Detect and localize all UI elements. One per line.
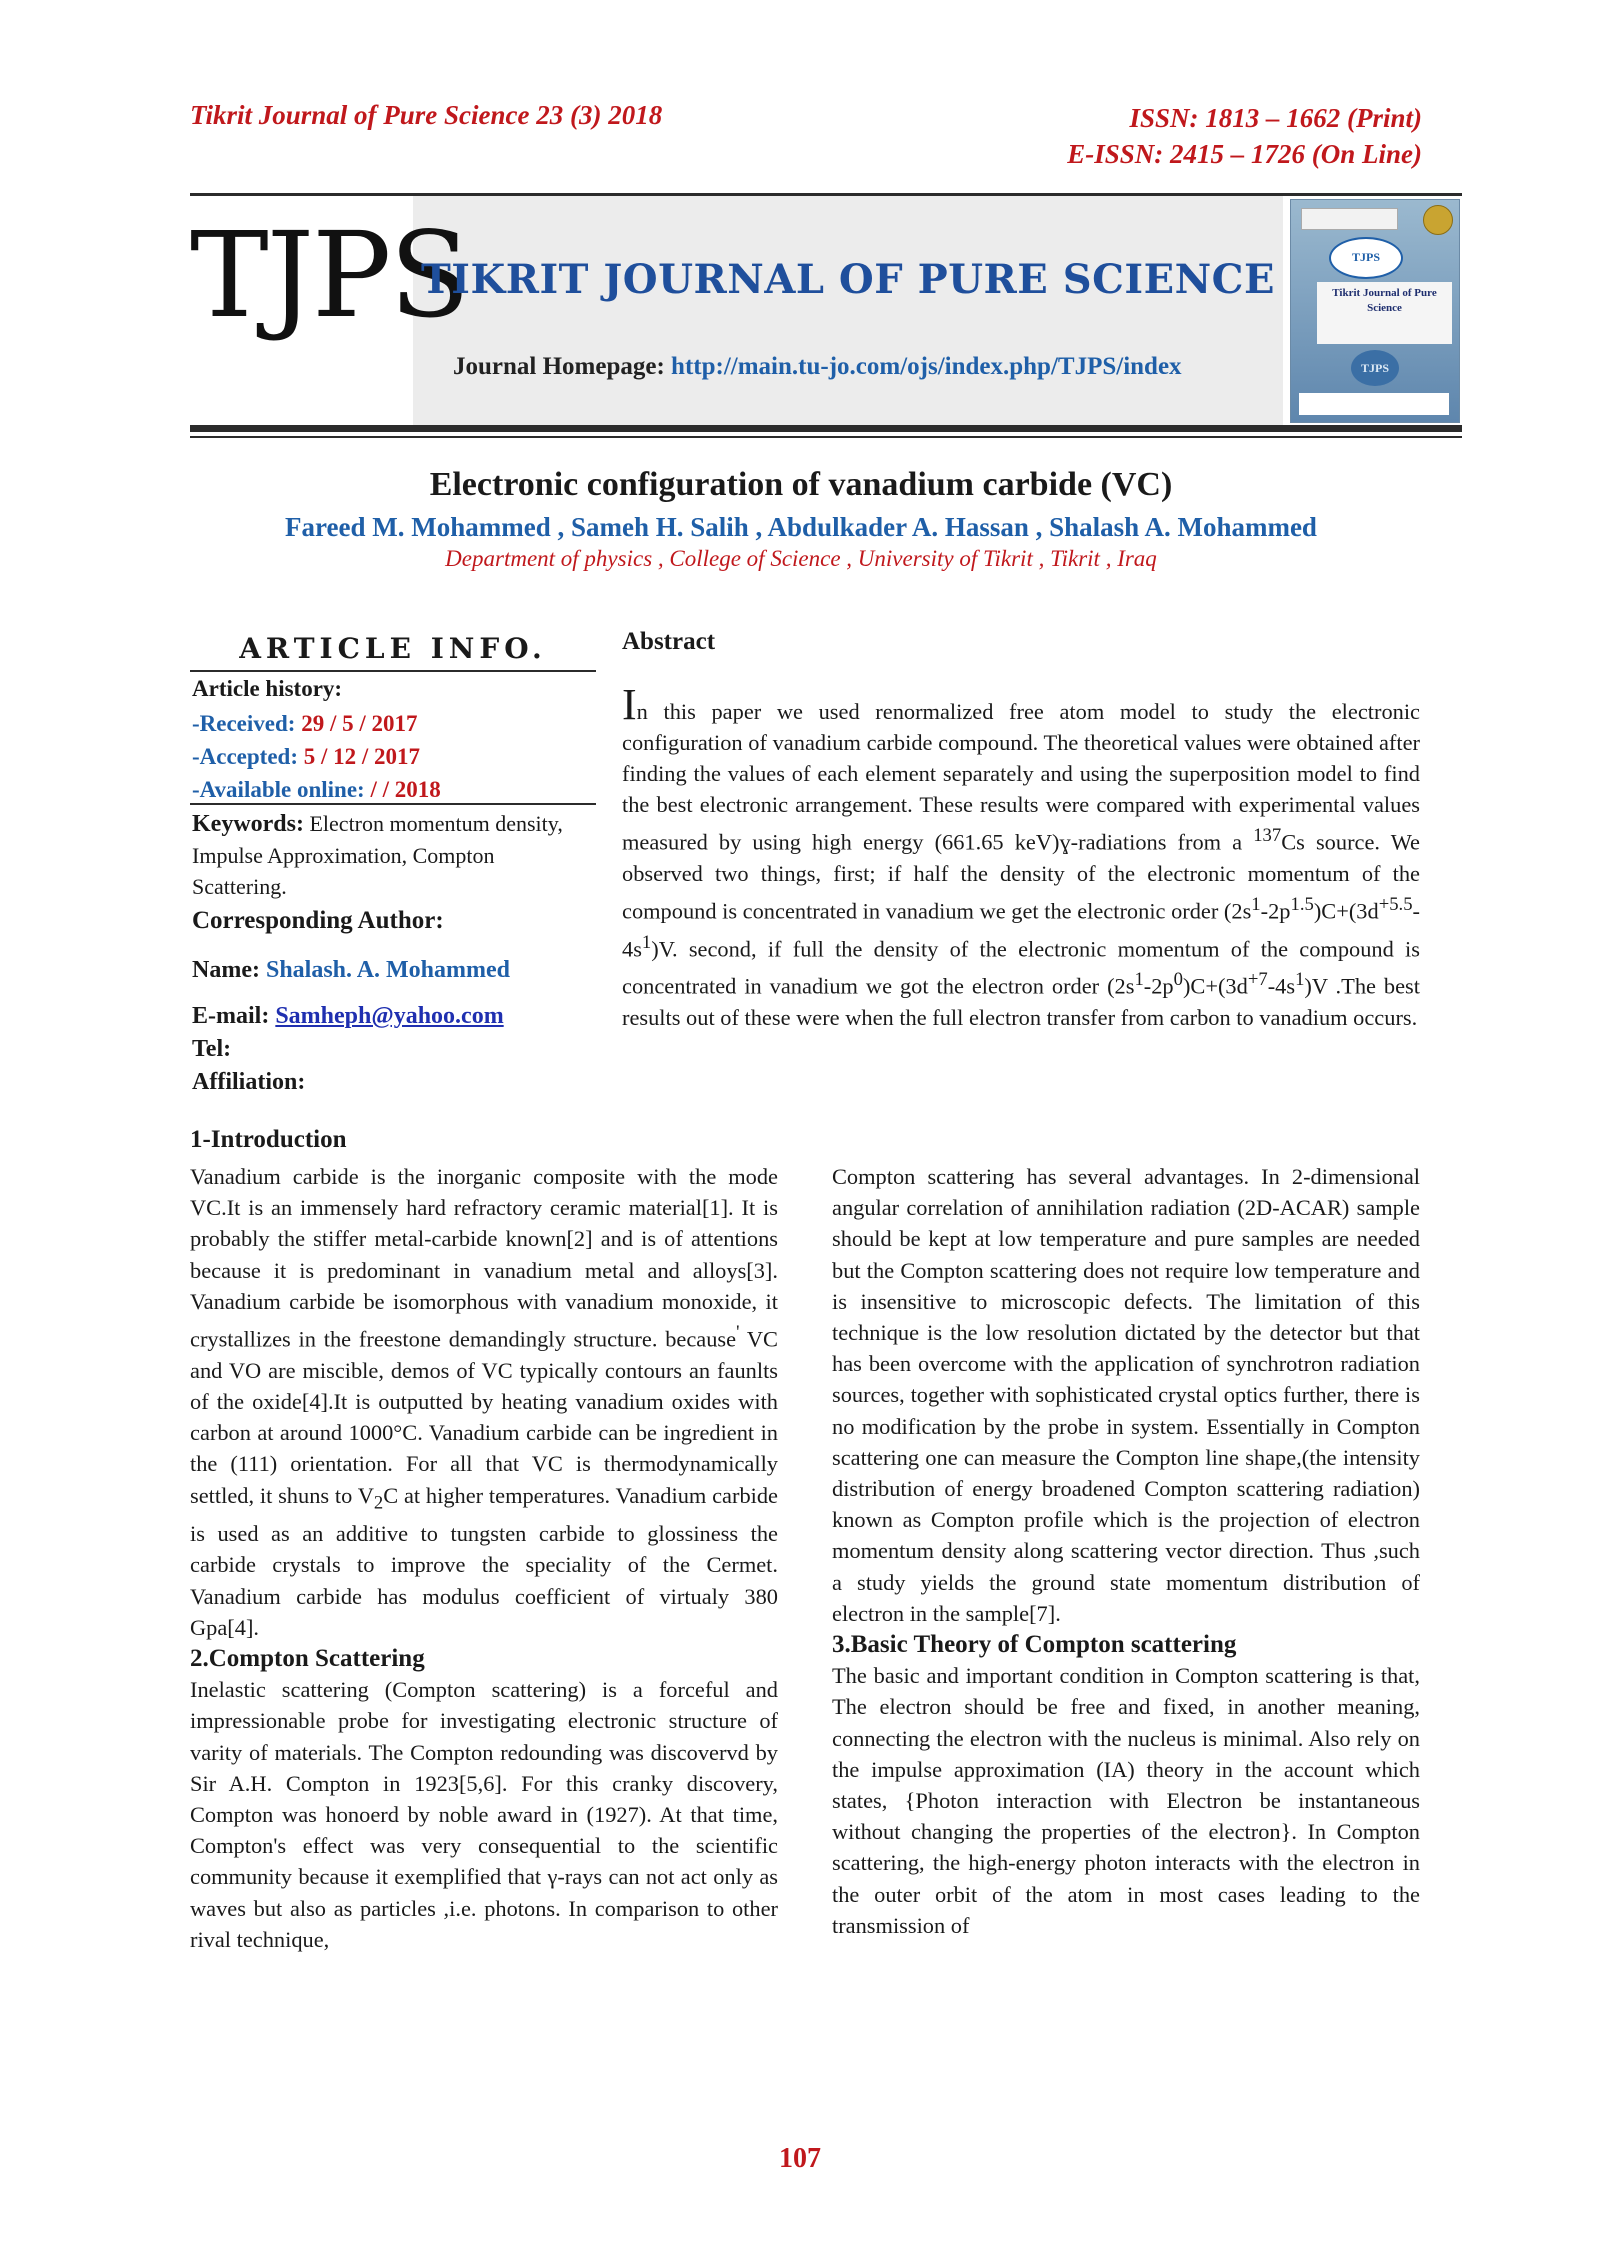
article-title: Electronic configuration of vanadium carbide (VC) xyxy=(429,466,1173,503)
running-header-journal: Tikrit Journal of Pure Science 23 (3) 2018 xyxy=(190,100,663,130)
basic-theory-text: The basic and important condition in Compton scattering is that, The electron should be free and fixed, in another meaning, connecting the electron with the nucleus is minimal. Also rely on the impulse approximation (IA) theory in the account which states, {Photon interaction with Electron be instantaneous without changing the properties of the electron}. In Compton scattering, the high-energy photon interacts with the electron in the outer orbit of the atom in most cases leading to the transmission of xyxy=(832,1663,1420,1938)
keywords-text: Electron momentum density, Impulse Approximation, Compton Scattering. xyxy=(192,811,563,899)
compton-scattering-heading: 2.Compton Scattering xyxy=(190,1644,425,1672)
running-header-issn xyxy=(1067,100,1422,172)
introduction-heading: 1-Introduction xyxy=(190,1126,347,1153)
email-link[interactable]: Samheph@yahoo.com xyxy=(275,1003,504,1029)
journal-cover-image xyxy=(1290,199,1460,423)
left-column xyxy=(190,1161,778,1955)
compton-scattering-text: Inelastic scattering (Compton scattering) is a forceful and impressionable probe for investigating electronic structure of varity of materials. The Compton redounding was discovervd by Sir A.H. Compton in 1923[5,6]. For this cranky discovery, Compton was honoerd by noble award in (1927). At that time, Compton's effect was very consequential to the scientific community because it exemplified that γ-rays can not act only as waves but also as particles ,i.e. photons. In comparison to other rival technique, xyxy=(190,1677,778,1952)
introduction-text: Vanadium carbide is the inorganic composite with the mode VC.It is an immensely hard refractory ceramic material[1]. It is probably the stiffer metal-carbide known[2] and is of attentions because it is predominant in vanadium metal and alloys[3]. Vanadium carbide be isomorphous with vanadium monoxide, it crystallizes in the freestone demandingly structure. because' VC and VO are miscible, demos of VC typically contours an faunlts of the oxide[4].It is outputted by heating vanadium oxides with carbon at around 1000°C. Vanadium carbide can be ingredient in the (111) orientation. For all that VC is thermodynamically settled, it shuns to $V_2C$ at higher temperatures. Vanadium carbide is used as an additive to tungsten carbide to glossiness the carbide crystals to improve the speciality of the Cermet. Vanadium carbide has modulus coefficient of virtualy 380 Gpa[4]. xyxy=(190,1164,778,1640)
tjps-logo: TJPS xyxy=(190,206,469,344)
abstract-heading: Abstract xyxy=(622,628,716,655)
homepage-label: Journal Homepage: xyxy=(453,353,672,380)
banner-bottom-rule xyxy=(190,425,1462,432)
keywords-label: Keywords: xyxy=(192,811,304,837)
issn-print: ISSN: 1813 – 1662 (Print) xyxy=(1129,103,1422,133)
affiliation-label: Affiliation: xyxy=(192,1069,306,1095)
page-number: 107 xyxy=(779,2143,821,2174)
banner-bottom-rule-thin xyxy=(190,436,1462,438)
corresponding-author-label: Corresponding Author: xyxy=(192,907,444,934)
tel-label: Tel: xyxy=(192,1036,232,1062)
corresponding-author-name: Name: Shalash. A. Mohammed xyxy=(192,957,511,983)
university-seal-icon xyxy=(1423,205,1453,235)
cover-issn-box xyxy=(1301,208,1398,230)
journal-name: TIKRIT JOURNAL OF PURE SCIENCE xyxy=(420,256,1276,303)
cover-title: Tikrit Journal of Pure Science xyxy=(1317,282,1452,344)
online-date: -Available online: / / 2018 xyxy=(192,777,441,802)
article-info-heading: ARTICLE INFO. xyxy=(239,632,547,665)
abstract-dropcap: I xyxy=(622,680,637,729)
journal-homepage xyxy=(453,353,1182,381)
article-info-rule xyxy=(190,670,596,672)
homepage-link[interactable]: http://main.tu-jo.com/ojs/index.php/TJPS/index xyxy=(671,353,1182,380)
right-column xyxy=(832,1161,1420,1941)
article-affiliation: Department of physics , College of Science , University of Tikrit , Tikrit , Iraq xyxy=(445,546,1157,571)
article-authors: Fareed M. Mohammed , Sameh H. Salih , Abdulkader A. Hassan , Shalash A. Mohammed xyxy=(285,512,1317,542)
corresponding-contact xyxy=(192,1000,504,1099)
cover-footer-box xyxy=(1299,393,1449,415)
received-date: -Received: 29 / 5 / 2017 xyxy=(192,711,418,736)
keywords xyxy=(192,808,572,902)
basic-theory-heading: 3.Basic Theory of Compton scattering xyxy=(832,1631,1237,1659)
cover-emblem: TJPS xyxy=(1351,350,1399,386)
article-history xyxy=(192,707,441,806)
issn-online: E-ISSN: 2415 – 1726 (On Line) xyxy=(1067,139,1422,169)
accepted-date: -Accepted: 5 / 12 / 2017 xyxy=(192,744,421,769)
email-line: E-mail: Samheph@yahoo.com xyxy=(192,1003,504,1029)
article-history-label: Article history: xyxy=(192,676,343,701)
cover-badge: TJPS xyxy=(1329,237,1403,279)
abstract-text: In this paper we used renormalized free atom model to study the electronic configuration of vanadium carbide compound. The theoretical values were obtained after finding the values of each element separately and using the superposition model to find the best electronic arrangement. These results were compared with experimental values measured by using high energy (661.65 keV)ɣ-radiations from a $^{137}$Cs source. We observed two things, first; if half the density of the electronic momentum of the compound is concentrated in vanadium we get the electronic order $(2s^1-2p^{1.5})C+(3d^{+5.5}-4s^1)V$. second, if full the density of the electronic momentum of the compound is concentrated in vanadium we got the electron order $(2s^1-2p^0)C+(3d^{+7}-4s^1)V$ .The best results out of these were when the full electron transfer from carbon to vanadium occurs. xyxy=(622,680,1420,1030)
article-info-rule-2 xyxy=(190,803,596,805)
banner-background xyxy=(413,196,1283,425)
compton-advantages-text: Compton scattering has several advantages. In 2-dimensional angular correlation of annihilation radiation (2D-ACAR) sample should be kept at low temperature and pure samples are needed but the Compton scattering does not require low temperature and is insensitive to microscopic defects. The limitation of this technique is the low resolution dictated by the detector but that has been overcome with the application of synchrotron radiation sources, together with sophisticated crystal optics further, there is no modification by the probe in system. Essentially in Compton scattering one can measure the Compton line shape,(the intensity distribution of energy broadened Compton scattering radiation) known as Compton profile which is the projection of electron momentum density along scattering vector direction. Thus ,such a study yields the ground state momentum distribution of electron in the sample[7]. xyxy=(832,1164,1420,1626)
